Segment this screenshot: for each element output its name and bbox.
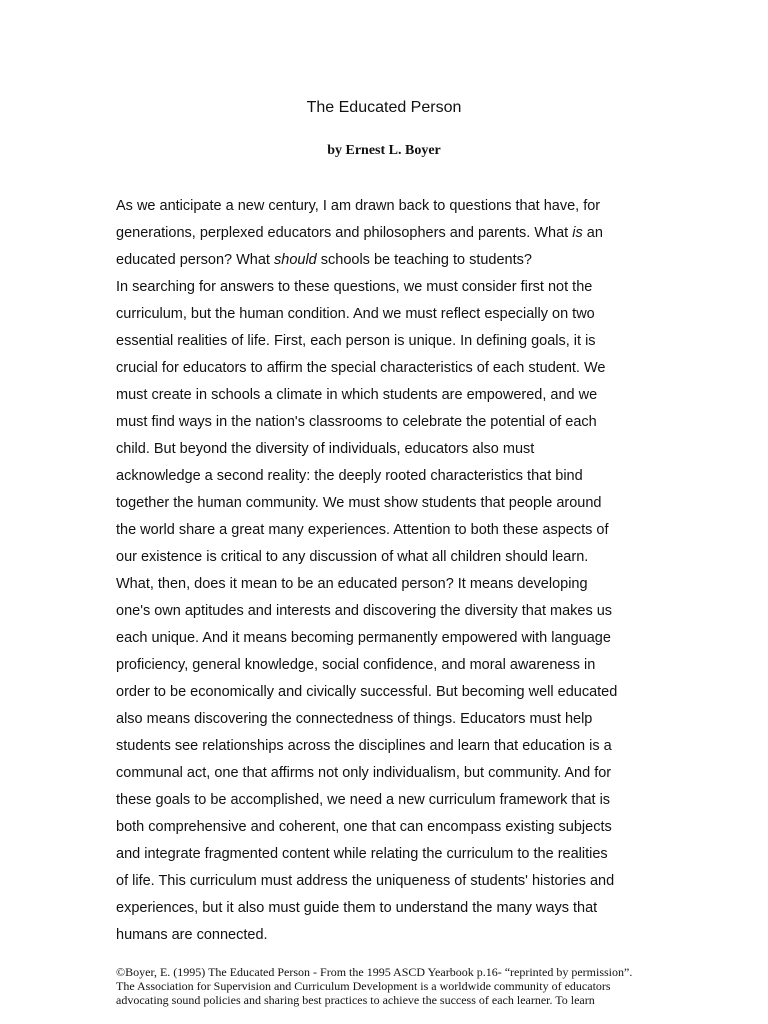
- body-line: these goals to be accomplished, we need a new curriculum framework that is: [116, 792, 611, 808]
- body-line: experiences, but it also must guide them to understand the many ways that: [116, 900, 598, 916]
- body-line: What, then, does it mean to be an educated person? It means developing: [116, 576, 588, 592]
- body-line: and integrate fragmented content while relating the curriculum to the realities: [116, 846, 608, 862]
- body-line: curriculum, but the human condition. And we must reflect especially on two: [116, 306, 595, 322]
- document-author: by Ernest L. Boyer: [327, 143, 441, 158]
- footer-note: The Association for Supervision and Curriculum Development is a worldwide community of educators advocating sound policies and sharing best practices to achieve the success of each learner. To learn: [116, 979, 611, 1007]
- body-line: educated person? What should schools be teaching to students?: [116, 252, 532, 268]
- emphasized-word: should: [274, 252, 317, 268]
- document-title: The Educated Person: [306, 99, 462, 116]
- body-text: [116, 193, 656, 949]
- body-line: also means discovering the connectedness of things. Educators must help: [116, 711, 593, 727]
- body-line: students see relationships across the disciplines and learn that education is a: [116, 738, 612, 754]
- body-line: order to be economically and civically successful. But becoming well educated: [116, 684, 618, 700]
- body-line: together the human community. We must show students that people around: [116, 495, 602, 511]
- body-line: both comprehensive and coherent, one that can encompass existing subjects: [116, 819, 612, 835]
- body-line: acknowledge a second reality: the deeply rooted characteristics that bind: [116, 468, 583, 484]
- body-line: proficiency, general knowledge, social confidence, and moral awareness in: [116, 657, 596, 673]
- body-line: generations, perplexed educators and philosophers and parents. What is an: [116, 225, 603, 241]
- body-line: each unique. And it means becoming permanently empowered with language: [116, 630, 611, 646]
- body-line: communal act, one that affirms not only individualism, but community. And for: [116, 765, 612, 781]
- body-line: In searching for answers to these questions, we must consider first not the: [116, 279, 593, 295]
- body-line: humans are connected.: [116, 927, 268, 943]
- body-line: one's own aptitudes and interests and discovering the diversity that makes us: [116, 603, 613, 619]
- body-line: child. But beyond the diversity of individuals, educators also must: [116, 441, 535, 457]
- body-line: crucial for educators to affirm the special characteristics of each student. We: [116, 360, 606, 376]
- body-line: must create in schools a climate in which students are empowered, and we: [116, 387, 598, 403]
- footer-citation: ©Boyer, E. (1995) The Educated Person - From the 1995 ASCD Yearbook p.16- “reprinted by permission”.: [116, 965, 633, 979]
- body-line: our existence is critical to any discussion of what all children should learn.: [116, 549, 589, 565]
- body-line: of life. This curriculum must address the uniqueness of students' histories and: [116, 873, 615, 889]
- emphasized-word: is: [572, 225, 583, 241]
- body-line: must find ways in the nation's classrooms to celebrate the potential of each: [116, 414, 597, 430]
- body-line: the world share a great many experiences. Attention to both these aspects of: [116, 522, 609, 538]
- footer: [116, 965, 656, 1007]
- body-line: As we anticipate a new century, I am drawn back to questions that have, for: [116, 198, 601, 214]
- body-line: essential realities of life. First, each person is unique. In defining goals, it is: [116, 333, 596, 349]
